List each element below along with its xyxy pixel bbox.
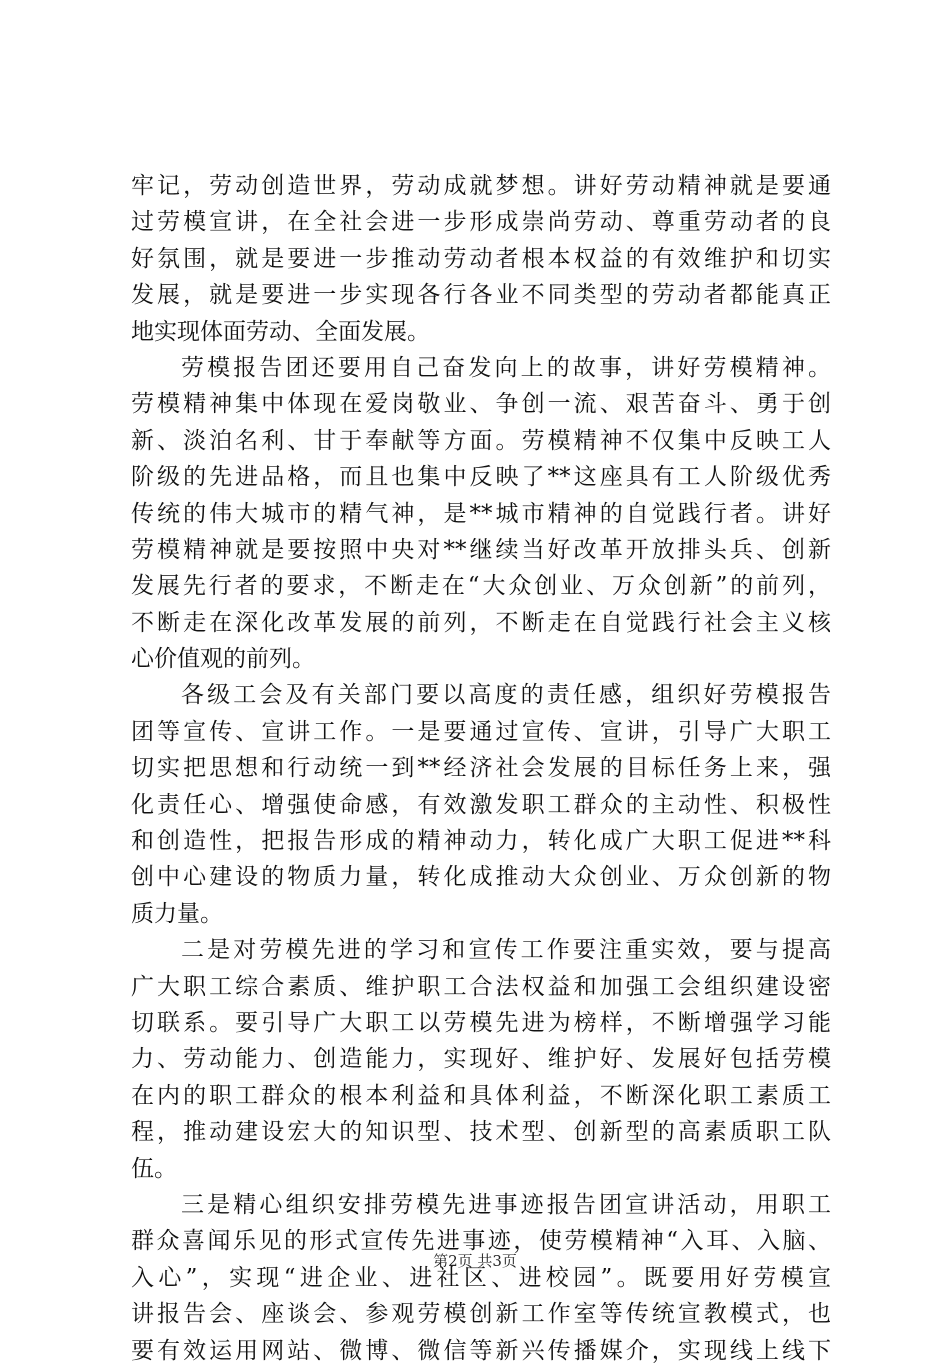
text-line: 切实把思想和行动统一到**经济社会发展的目标任务上来，强 — [131, 755, 831, 782]
text-line: 地实现体面劳动、全面发展。 — [131, 318, 430, 345]
text-line: 讲报告会、座谈会、参观劳模创新工作室等传统宣教模式，也 — [131, 1301, 831, 1328]
page-number-footer: 第2页 共3页 — [433, 1252, 517, 1270]
text-line: 阶级的先进品格，而且也集中反映了**这座具有工人阶级优秀 — [131, 464, 831, 491]
text-line: 好氛围，就是要进一步推动劳动者根本权益的有效维护和切实 — [131, 245, 831, 272]
text-line: 入心”，实现“进企业、进社区、进校园”。既要用好劳模宣 — [131, 1264, 831, 1291]
text-line: 发展先行者的要求，不断走在“大众创业、万众创新”的前列， — [131, 573, 831, 600]
text-line: 劳模精神集中体现在爱岗敬业、争创一流、艰苦奋斗、勇于创 — [131, 391, 831, 418]
paragraph-4 — [131, 932, 831, 1187]
text-line: 切联系。要引导广大职工以劳模先进为榜样，不断增强学习能 — [131, 1009, 831, 1036]
paragraph-5 — [131, 1187, 831, 1369]
text-line: 创中心建设的物质力量，转化成推动大众创业、万众创新的物 — [131, 864, 831, 891]
text-line: 牢记，劳动创造世界，劳动成就梦想。讲好劳动精神就是要通 — [131, 173, 831, 199]
text-line: 发展，就是要进一步实现各行各业不同类型的劳动者都能真正 — [131, 282, 831, 309]
paragraph-1 — [131, 168, 831, 350]
paragraph-2 — [131, 350, 831, 678]
text-line: 过劳模宣讲，在全社会进一步形成崇尚劳动、尊重劳动者的良 — [131, 209, 831, 236]
text-line: 劳模精神就是要按照中央对**继续当好改革开放排头兵、创新 — [131, 536, 831, 563]
text-line: 二是对劳模先进的学习和宣传工作要注重实效，要与提高 — [181, 937, 831, 964]
document-body — [131, 168, 831, 1369]
text-line: 广大职工综合素质、维护职工合法权益和加强工会组织建设密 — [131, 973, 831, 1000]
text-line: 在内的职工群众的根本利益和具体利益，不断深化职工素质工 — [131, 1082, 831, 1109]
text-line: 新、淡泊名利、甘于奉献等方面。劳模精神不仅集中反映工人 — [131, 427, 831, 454]
text-line: 团等宣传、宣讲工作。一是要通过宣传、宣讲，引导广大职工 — [131, 718, 831, 745]
text-line: 力、劳动能力、创造能力，实现好、维护好、发展好包括劳模 — [131, 1046, 831, 1073]
text-line: 质力量。 — [131, 900, 223, 927]
text-line: 心价值观的前列。 — [131, 646, 315, 673]
text-line: 伍。 — [131, 1155, 177, 1182]
text-line: 不断走在深化改革发展的前列，不断走在自觉践行社会主义核 — [131, 609, 831, 636]
text-line: 劳模报告团还要用自己奋发向上的故事，讲好劳模精神。 — [181, 354, 831, 381]
text-line: 程，推动建设宏大的知识型、技术型、创新型的高素质职工队 — [131, 1119, 831, 1146]
text-line: 各级工会及有关部门要以高度的责任感，组织好劳模报告 — [181, 682, 831, 709]
paragraph-3 — [131, 677, 831, 932]
text-line: 传统的伟大城市的精气神，是**城市精神的自觉践行者。讲好 — [131, 500, 831, 527]
text-line: 三是精心组织安排劳模先进事迹报告团宣讲活动，用职工 — [181, 1191, 831, 1218]
text-line: 和创造性，把报告形成的精神动力，转化成广大职工促进**科 — [131, 828, 831, 855]
text-line: 化责任心、增强使命感，有效激发职工群众的主动性、积极性 — [131, 791, 831, 818]
text-line: 群众喜闻乐见的形式宣传先进事迹，使劳模精神“入耳、入脑、 — [131, 1228, 831, 1255]
text-line: 要有效运用网站、微博、微信等新兴传播媒介，实现线上线下 — [131, 1337, 831, 1364]
